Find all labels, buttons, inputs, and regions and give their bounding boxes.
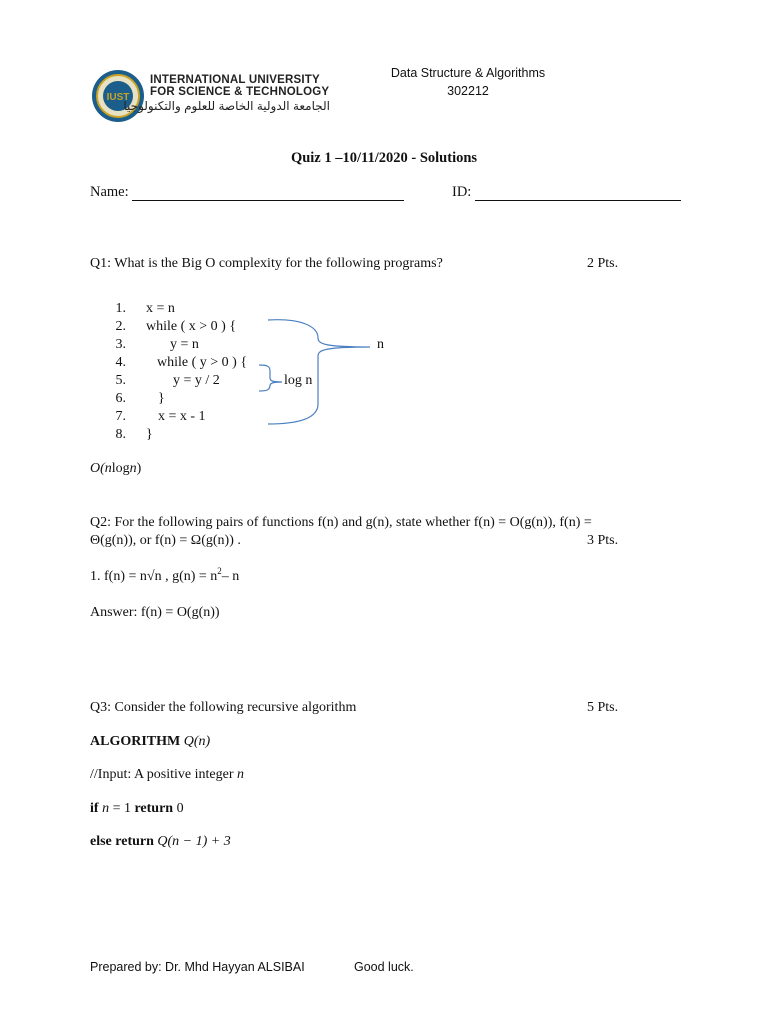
- q2-points: 3 Pts.: [587, 533, 619, 548]
- university-name-arabic: الجامعة الدولية الخاصة للعلوم والتكنولوجيا: [123, 99, 330, 113]
- university-name-line2: FOR SCIENCE & TECHNOLOGY: [150, 86, 330, 98]
- inner-brace: [259, 365, 282, 391]
- q1-answer: O(nlogn): [90, 461, 142, 476]
- inner-annotation: log n: [284, 373, 313, 388]
- q2-question-line2: Θ(g(n)), or f(n) = Ω(g(n)) .: [90, 533, 241, 548]
- outer-annotation: n: [377, 337, 384, 352]
- id-line[interactable]: [475, 186, 681, 201]
- outer-brace: [268, 320, 370, 424]
- id-field[interactable]: [452, 184, 681, 201]
- q1-question: Q1: What is the Big O complexity for the following programs?: [90, 256, 443, 271]
- university-logo: [90, 68, 340, 128]
- q2-item: 1. f(n) = n√n , $g(n) = n^2-$ n: [90, 566, 240, 584]
- name-field[interactable]: [90, 184, 404, 201]
- q2-question-line1: Q2: For the following pairs of functions f(n) and g(n), state whether f(n) = O(g(n)), f(n) =: [90, 515, 592, 530]
- algorithm-header: ALGORITHM Q(n): [90, 734, 211, 749]
- good-luck: Good luck.: [354, 960, 414, 974]
- algorithm-input: //Input: A positive integer n: [90, 767, 244, 782]
- algorithm-if: if n = 1 return 0: [90, 801, 184, 816]
- algorithm-else: else return Q(n − 1) + 3: [90, 834, 231, 849]
- logo-text: IUST: [106, 92, 130, 103]
- page-title: Quiz 1 –10/11/2020 - Solutions: [290, 150, 478, 166]
- q1-points: 2 Pts.: [587, 256, 619, 271]
- course-code: 302212: [447, 84, 489, 98]
- university-name-line1: INTERNATIONAL UNIVERSITY: [150, 74, 320, 86]
- q2-answer: Answer: f(n) = O(g(n)): [90, 605, 220, 620]
- course-name: Data Structure & Algorithms: [390, 66, 546, 80]
- prepared-by: Prepared by: Dr. Mhd Hayyan ALSIBAI: [90, 960, 305, 974]
- q3-question: Q3: Consider the following recursive algorithm: [90, 700, 357, 715]
- course-info: [380, 64, 556, 100]
- name-line[interactable]: [132, 186, 404, 201]
- q3-points: 5 Pts.: [587, 700, 619, 715]
- name-label: Name:: [90, 184, 129, 200]
- id-label: ID:: [452, 184, 472, 200]
